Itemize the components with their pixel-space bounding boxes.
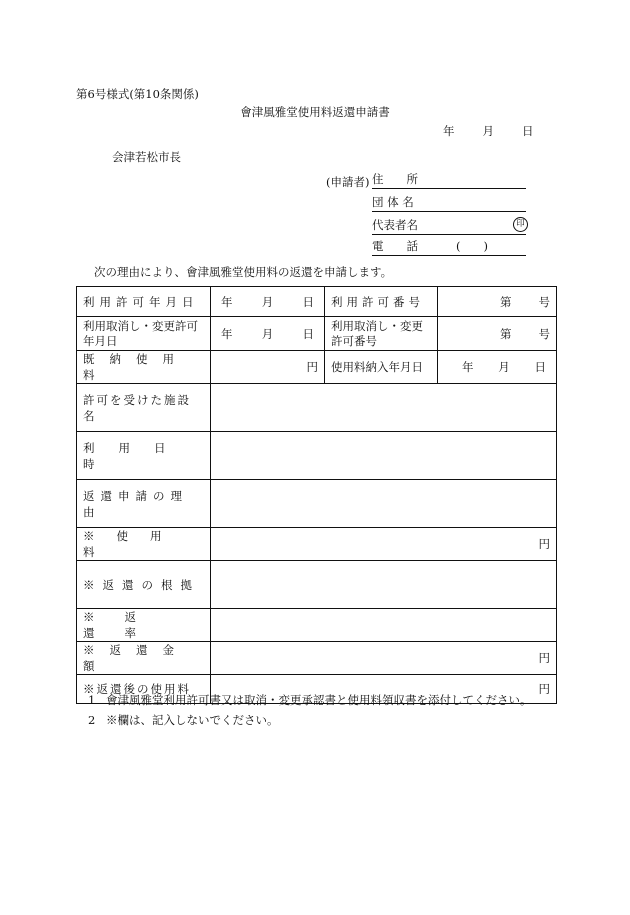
permit-date-field[interactable]: 年 月 日 xyxy=(211,287,325,317)
address-field[interactable] xyxy=(372,171,526,189)
cancel-date-field[interactable]: 年 月 日 xyxy=(211,317,325,351)
rate-label: ※返還率 xyxy=(77,609,211,642)
cancel-no-label: 利用取消し・変更許可番号 xyxy=(325,317,438,351)
table-row xyxy=(77,351,557,384)
fee-field[interactable]: 円 xyxy=(211,528,557,561)
phone-field[interactable] xyxy=(372,238,526,256)
rate-field[interactable] xyxy=(211,609,557,642)
seal-icon: 印 xyxy=(513,217,528,232)
after-fee-label: ※返還後の使用料 xyxy=(77,675,211,704)
group-name-field[interactable] xyxy=(372,194,526,212)
table-row xyxy=(77,432,557,480)
note-2: 2 ※欄は、記入しないでください。 xyxy=(88,713,279,727)
application-table xyxy=(76,286,557,704)
date-year: 年 xyxy=(443,124,455,138)
permit-no-field[interactable]: 第 号 xyxy=(438,287,557,317)
permit-no-label: 利用許可番号 xyxy=(325,287,438,317)
table-row xyxy=(77,528,557,561)
phone-parens: ( ) xyxy=(456,239,488,253)
application-date xyxy=(443,123,534,139)
facility-field[interactable] xyxy=(211,384,557,432)
table-row xyxy=(77,480,557,528)
paid-fee-field[interactable]: 円 xyxy=(211,351,325,384)
datetime-label: 利用日時 xyxy=(77,432,211,480)
recipient: 会津若松市長 xyxy=(112,150,181,164)
after-fee-field[interactable]: 円 xyxy=(211,675,557,704)
intro-text: 次の理由により、會津風雅堂使用料の返還を申請します。 xyxy=(94,265,393,279)
amount-label: ※返還金額 xyxy=(77,642,211,675)
facility-label: 許可を受けた施設名 xyxy=(77,384,211,432)
phone-label: 電 話 xyxy=(372,239,418,253)
table-row xyxy=(77,609,557,642)
date-month: 月 xyxy=(482,124,494,138)
applicant-tag: (申請者) xyxy=(326,175,370,189)
address-label: 住 所 xyxy=(372,172,418,186)
table-row xyxy=(77,317,557,351)
table-row xyxy=(77,561,557,609)
basis-field[interactable] xyxy=(211,561,557,609)
fee-label: ※使用料 xyxy=(77,528,211,561)
amount-field[interactable]: 円 xyxy=(211,642,557,675)
document-title: 會津風雅堂使用料返還申請書 xyxy=(240,105,390,119)
paid-fee-label: 既納使用料 xyxy=(77,351,211,384)
form-number: 第6号様式(第10条関係) xyxy=(76,87,199,101)
date-day: 日 xyxy=(522,124,534,138)
table-row xyxy=(77,642,557,675)
datetime-field[interactable] xyxy=(211,432,557,480)
paid-date-label: 使用料納入年月日 xyxy=(325,351,438,384)
table-row xyxy=(77,384,557,432)
representative-label: 代表者名 xyxy=(372,218,418,232)
cancel-date-label: 利用取消し・変更許可年月日 xyxy=(77,317,211,351)
paid-date-field[interactable]: 年 月 日 xyxy=(438,351,557,384)
permit-date-label: 利用許可年月日 xyxy=(77,287,211,317)
note-1: 1 會津風雅堂利用許可書又は取消・変更承認書と使用料領収書を添付してください。 xyxy=(88,693,532,707)
basis-label: ※返還の根拠 xyxy=(77,561,211,609)
group-name-label: 団 体 名 xyxy=(372,195,414,209)
reason-field[interactable] xyxy=(211,480,557,528)
reason-label: 返還申請の理由 xyxy=(77,480,211,528)
representative-field[interactable] xyxy=(372,217,526,235)
table-row xyxy=(77,287,557,317)
cancel-no-field[interactable]: 第 号 xyxy=(438,317,557,351)
